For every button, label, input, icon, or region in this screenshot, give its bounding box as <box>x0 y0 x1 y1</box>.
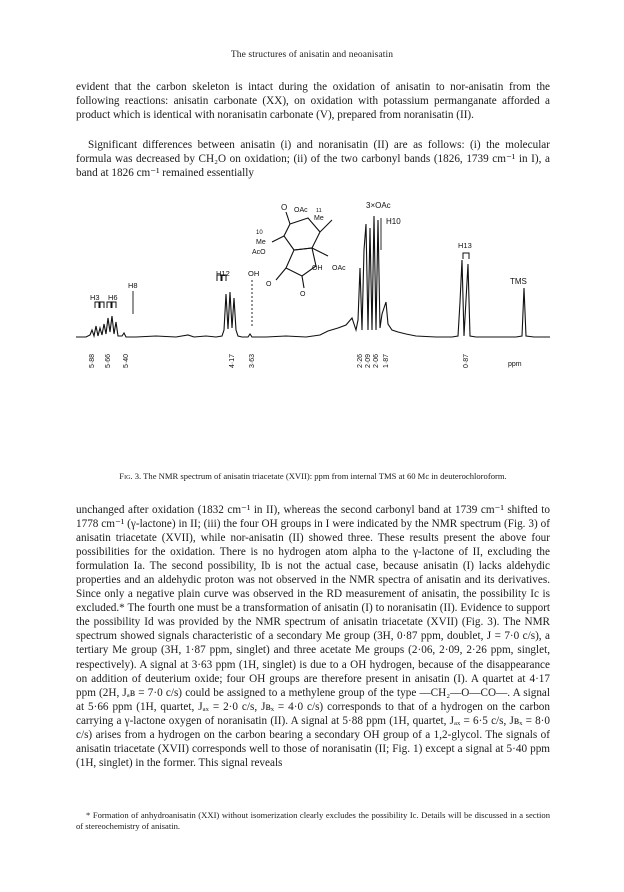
structure-label: Me <box>314 215 324 222</box>
structure-label: OH <box>312 265 323 272</box>
chemical-structure <box>272 212 332 288</box>
nmr-figure <box>76 190 550 470</box>
tick-label: 0·87 <box>463 353 470 368</box>
tick-label: 2·09 <box>365 353 372 368</box>
structure-label: O <box>300 291 306 298</box>
structure-bond-1 <box>312 248 328 256</box>
structure-bond-5 <box>302 276 304 288</box>
structure-label: OAc <box>294 207 308 214</box>
tick-label: 5·66 <box>105 353 112 368</box>
tick-label: 5·40 <box>123 353 130 368</box>
tick-label: 5·88 <box>89 353 96 368</box>
structure-labels <box>252 203 346 298</box>
peak-label-h8: H8 <box>128 281 138 290</box>
structure-label: O <box>266 281 272 288</box>
paragraph-1 <box>76 80 550 122</box>
figure-caption-label: Fig. 3. <box>119 471 142 481</box>
structure-label: 10 <box>256 230 263 236</box>
peak-label-h13: H13 <box>458 241 472 250</box>
paragraph-3-text: unchanged after oxidation (1832 cm⁻¹ in II), whereas the second carbonyl band at 1739 cm⁻¹ shifted to 1778 cm⁻¹ (γ-lactone) in II; (iii) the four OH groups in I were indicated by the NMR spectrum (Fig. 3) of anisatin triacetate (XVII), while nor-anisatin (II) showed three. These results present the above four possibilities for the oxidation. There is no hydrogen atom alpha to the γ-lactone of II, excluding the formulation Ia. The second possibility, Ib is not the actual case, because anisatin (I) lacks aldehydic properties and an aldehydic proton was not observed in the NMR spectra of anisatin and its derivatives. Since only a negative plain curve was observed in the RD measurement of anisatin, the possibility Ic is excluded.* The fourth one must be a transformation of anisatin (I) to noranisatin (II). Evidence to support the possibility Id was provided by the NMR spectrum of anisatin triacetate (XVII) (Fig. 3). The NMR spectrum showed signals characteristic of a secondary Me group (3H, 0·87 ppm, doublet, J = 7·0 c/s), a tertiary Me group (3H, 1·87 ppm, singlet) and three acetate Me groups (2·06, 2·09, 2·26 ppm, singlet, respectively). A signal at 3·63 ppm (1H, singlet) is due to a OH hydrogen, because of the disappearance on addition of deuterium oxide; four OH groups are therefore present in anisatin (I). A quartet at 4·17 ppm (2H, Jₐʙ = 7·0 c/s) could be assigned to a methylene group of the type —CH₂—O—CO—. A signal at 5·66 ppm (1H, quartet, Jₐₓ = 2·0 c/s, Jʙₓ = 4·0 c/s) corresponds to that of a hydrogen on the carbon carrying a γ-lactone oxygen of noranisatin (II). A signal at 5·88 ppm (1H, quartet, Jₐₓ = 6·5 c/s, Jʙₓ = 8·0 c/s) arises from a hydrogen on the carbon bearing a secondary OH group of a 1,2-glycol. The signals of anisatin triacetate (XVII) corresponds well to those of noranisatin (II; Fig. 1) except a signal at 5·40 ppm (1H, singlet) in the former. This signal reveals <box>76 504 550 769</box>
tick-label: 2·26 <box>357 353 364 368</box>
nmr-spectrum-svg <box>76 190 550 470</box>
tick-label: 2·06 <box>373 353 380 368</box>
tick-label: 3·63 <box>249 353 256 368</box>
structure-label: 11 <box>316 208 322 214</box>
integration-mark-h3 <box>95 302 104 308</box>
paragraph-2-text: Significant differences between anisatin (i) and noranisatin (II) are as follows: (i) the molecular formula was decreased by CH₂O on oxidation; (ii) of the two carbonyl bands (1826, 1739 cm⁻¹ in I), a band at 1826 cm⁻¹ remained essentially <box>76 139 550 180</box>
tick-label: 4·17 <box>229 353 236 368</box>
tick-label: 1·87 <box>383 353 390 368</box>
peak-label-h12: H12 <box>216 269 230 278</box>
peak-label-h3: H3 <box>90 293 100 302</box>
structure-label: AcO <box>252 249 266 256</box>
integration-mark-h13 <box>463 253 469 259</box>
running-head: The structures of anisatin and neoanisatin <box>230 50 394 60</box>
peak-label-h10: H10 <box>386 217 401 226</box>
structure-bond-3 <box>286 212 290 224</box>
peak-label-h6: H6 <box>108 293 118 302</box>
paragraph-1-text: evident that the carbon skeleton is intact during the oxidation of anisatin to nor-anisatin from the following reactions: anisatin carbonate (XX), on oxidation with potassium permanganate afforded a product which is identical with noranisatin carbonate (V), prepared from noranisatin (II). <box>76 81 550 122</box>
paragraph-3 <box>76 503 550 770</box>
peak-label-3xoac: 3×OAc <box>366 201 391 210</box>
structure-label: Me <box>256 239 266 246</box>
ppm-axis <box>89 354 522 368</box>
peak-label-tms: TMS <box>510 277 527 286</box>
footnote: * Formation of anhydroanisatin (XXI) without isomerization clearly excludes the possibility Ic. Details will be discussed in a section of stereochemistry of anisatin. <box>76 810 550 831</box>
integration-mark-h6 <box>107 302 116 308</box>
structure-bond-6 <box>272 236 284 242</box>
integration-marks <box>95 253 469 308</box>
figure-caption-text: The NMR spectrum of anisatin triacetate (XVII): ppm from internal TMS at 60 Mc in deuterochloroform. <box>143 471 507 481</box>
structure-bond-4 <box>276 268 286 280</box>
figure-caption <box>76 471 550 482</box>
ppm-axis-label: ppm <box>508 361 522 368</box>
structure-label: OAc <box>332 265 346 272</box>
structure-label: O <box>281 203 288 212</box>
spectrum-trace <box>76 216 550 337</box>
peak-label-oh: OH <box>248 269 260 278</box>
paragraph-2 <box>76 138 550 180</box>
